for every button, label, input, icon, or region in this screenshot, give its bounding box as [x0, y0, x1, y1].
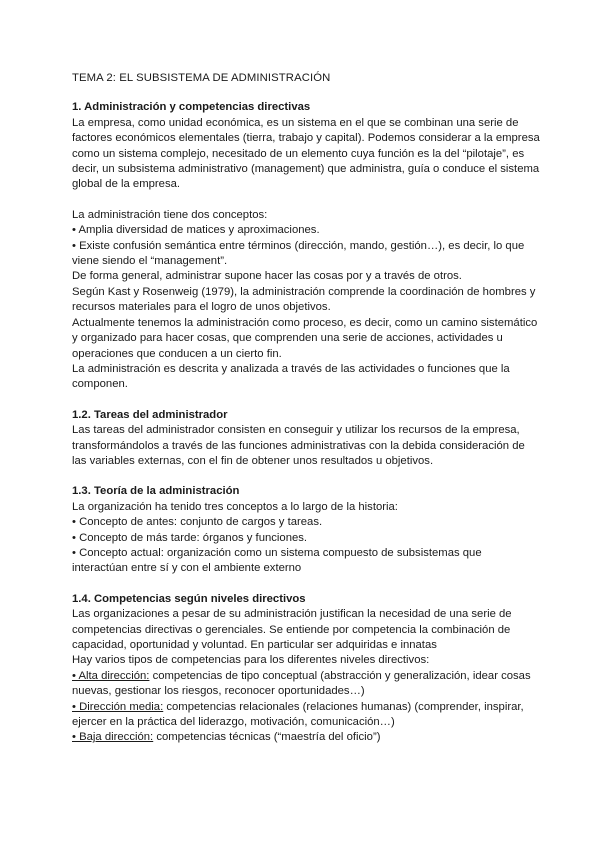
level-text: competencias técnicas (“maestría del oficio”)	[153, 731, 381, 744]
paragraph: La empresa, como unidad económica, es un sistema en el que se combinan una serie de factores económicos elementales (tierra, trabajo y capital). Podemos considerar a la empresa como un sistema complejo, necesitado de un elemento cuya función es la del “pilotaje”, es decir, un subsistema administrativo (management) que administra, guía o conduce el sistema global de la empresa.	[72, 116, 540, 191]
level-item-alta	[72, 669, 540, 700]
level-item-media	[72, 700, 540, 731]
section-teoria	[72, 484, 540, 576]
section-heading: 1.4. Competencias según niveles directivos	[72, 592, 306, 605]
bullet-item: • Concepto actual: organización como un sistema compuesto de subsistemas que interactúan entre sí y con el ambiente externo	[72, 546, 482, 575]
section-heading: 1. Administración y competencias directivas	[72, 101, 311, 114]
section-competencias	[72, 592, 540, 746]
bullet-item: • Concepto de antes: conjunto de cargos y tareas.	[72, 516, 323, 529]
paragraph: Según Kast y Rosenweig (1979), la administración comprende la coordinación de hombres y recursos materiales para el logro de unos objetivos.	[72, 285, 536, 314]
document-title: TEMA 2: EL SUBSISTEMA DE ADMINISTRACIÓN	[72, 72, 331, 84]
section-tareas	[72, 408, 540, 470]
paragraph: Hay varios tipos de competencias para los diferentes niveles directivos:	[72, 654, 430, 667]
level-label: • Alta dirección:	[72, 669, 150, 682]
bullet-item: • Concepto de más tarde: órganos y funciones.	[72, 531, 308, 544]
level-text: competencias relacionales (relaciones humanas) (comprender, inspirar, ejercer en la práctica del liderazgo, motivación, comunicación…)	[72, 700, 524, 729]
section-administracion	[72, 100, 540, 392]
section-heading: 1.2. Tareas del administrador	[72, 408, 228, 421]
bullet-list	[72, 515, 540, 577]
paragraph: La administración es descrita y analizada a través de las actividades o funciones que la componen.	[72, 362, 510, 391]
paragraph: La organización ha tenido tres conceptos a lo largo de la historia:	[72, 500, 398, 513]
level-text: competencias de tipo conceptual (abstracción y generalización, idear cosas nuevas, gestionar los riesgos, reconocer oportunidades…)	[72, 669, 531, 698]
bullet-list	[72, 223, 540, 269]
paragraph: Las tareas del administrador consisten en conseguir y utilizar los recursos de la empresa, transformándolos a través de las funciones administrativas con la debida consideración de las variables externas, con el fin de obtener unos resultados u objetivos.	[72, 424, 525, 467]
level-label: • Baja dirección:	[72, 731, 154, 744]
paragraph: Las organizaciones a pesar de su administración justifican la necesidad de una serie de competencias directivas o gerenciales. Se entiende por competencia la combinación de capacidad, oportunidad y voluntad. En particular ser adquiridas e innatas	[72, 608, 512, 651]
level-label: • Dirección media:	[72, 700, 164, 713]
bullet-item: • Amplia diversidad de matices y aproximaciones.	[72, 224, 320, 237]
bullet-item: • Existe confusión semántica entre términos (dirección, mando, gestión…), es decir, lo que viene siendo el “management”.	[72, 239, 525, 268]
paragraph: La administración tiene dos conceptos:	[72, 208, 268, 221]
paragraph: De forma general, administrar supone hacer las cosas por y a través de otros.	[72, 270, 462, 283]
paragraph: Actualmente tenemos la administración como proceso, es decir, como un camino sistemático y organizado para hacer cosas, que comprenden una serie de acciones, actividades u operaciones que conducen a un cierto fin.	[72, 316, 538, 360]
level-item-baja	[72, 730, 540, 745]
section-heading: 1.3. Teoría de la administración	[72, 485, 240, 498]
